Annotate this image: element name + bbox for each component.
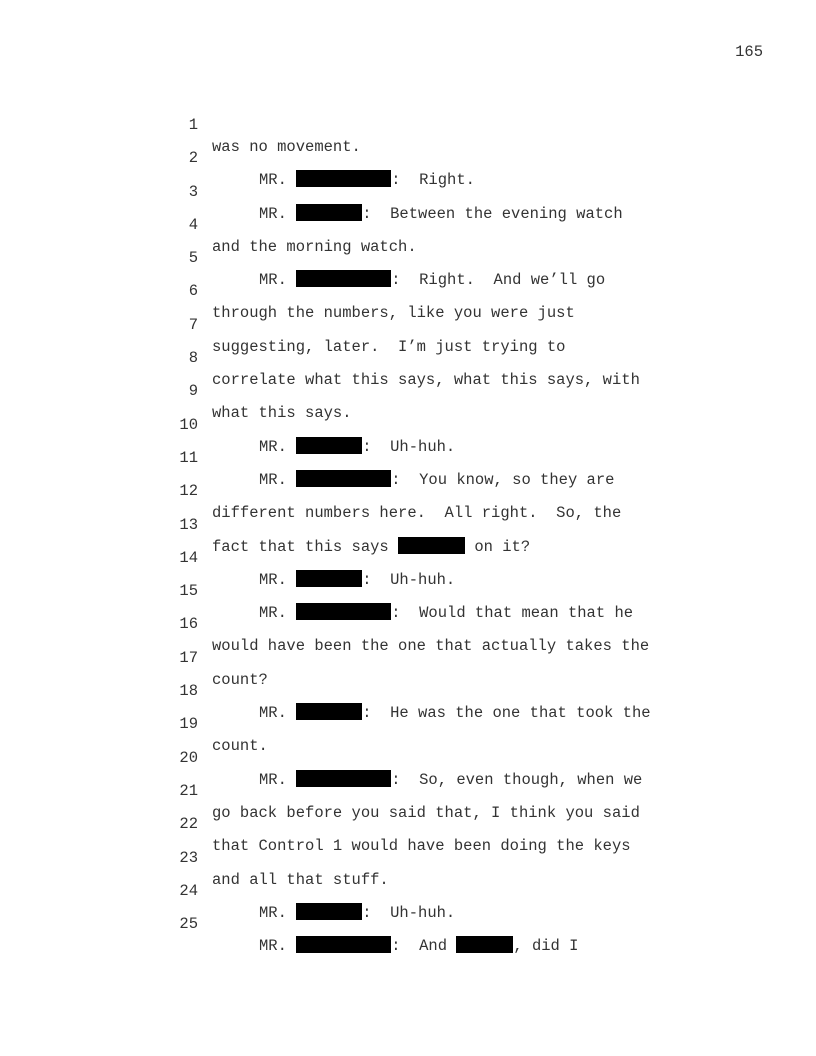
speaker-prefix: MR. (259, 570, 287, 589)
line-text-content: was no movement. (212, 138, 361, 156)
transcript-line (0, 658, 816, 723)
speaker-prefix: MR. (259, 171, 287, 190)
line-text-content: : So, even though, when we (391, 770, 643, 789)
line-number: 2 (188, 149, 198, 168)
transcript-line (0, 192, 816, 256)
transcript-line (0, 358, 816, 423)
speaker-prefix: MR. (259, 903, 287, 922)
speaker-prefix: MR. (259, 770, 287, 789)
line-number: 24 (179, 881, 198, 900)
line-text-content: : Between the evening watch (362, 204, 623, 223)
redaction-box (296, 936, 391, 953)
page-number: 165 (735, 43, 763, 61)
transcript-line (0, 891, 816, 956)
line-number: 1 (188, 116, 198, 134)
transcript-line (0, 159, 816, 223)
line-number: 23 (179, 848, 198, 867)
line-number: 9 (188, 382, 198, 401)
transcript-line (0, 292, 816, 356)
speaker-prefix: MR. (259, 204, 287, 223)
line-text-after: , did I (513, 937, 579, 956)
line-number: 13 (179, 515, 198, 534)
line-text-content: go back before you said that, I think you said (212, 803, 640, 822)
line-text-content: count. (212, 737, 268, 756)
speaker-prefix: MR. (259, 704, 287, 723)
line-number: 6 (188, 282, 198, 301)
line-number: 17 (179, 648, 198, 667)
transcript-line (0, 392, 816, 456)
line-text-content: what this says. (212, 404, 352, 423)
line-text-content: : Uh-huh. (362, 903, 456, 922)
speaker-prefix: MR. (259, 470, 287, 489)
transcript-line (0, 125, 816, 190)
line-text-content: and all that stuff. (212, 870, 389, 889)
transcript-line (0, 858, 816, 922)
transcript-line (0, 558, 816, 623)
line-text-content: : Uh-huh. (362, 437, 456, 456)
line-text-before: : And (391, 937, 457, 956)
line-text-content: count? (212, 670, 268, 689)
line-number: 11 (179, 448, 198, 467)
line-text-content: : Right. (391, 171, 475, 190)
line-text-content: different numbers here. All right. So, the (212, 504, 622, 523)
line-text-content: correlate what this says, what this says, with (212, 371, 640, 390)
line-text-content: would have been the one that actually takes the (212, 637, 650, 656)
transcript-line (0, 825, 816, 889)
line-text-content: : Right. And we’ll go (391, 271, 606, 290)
speaker-prefix: MR. (259, 437, 287, 456)
transcript-line (0, 258, 816, 323)
transcript-line (0, 625, 816, 689)
transcript-line (0, 591, 816, 656)
line-text-content: that Control 1 would have been doing the keys (212, 837, 631, 856)
transcript-line (0, 492, 816, 556)
line-number: 10 (179, 415, 198, 434)
line-text-content: and the morning watch. (212, 237, 417, 256)
transcript-line (0, 225, 816, 290)
transcript-line (0, 92, 816, 156)
line-text-after: on it? (465, 537, 531, 556)
transcript-body (0, 92, 816, 956)
line-number: 7 (188, 315, 198, 334)
transcript-line (0, 791, 816, 856)
line-text-content: through the numbers, like you were just (212, 304, 575, 323)
line-number: 18 (179, 682, 198, 701)
transcript-line (0, 525, 816, 589)
line-text-content: : Uh-huh. (362, 570, 456, 589)
line-number: 25 (179, 915, 198, 934)
line-text-content: : He was the one that took the (362, 704, 651, 723)
transcript-line (0, 725, 816, 789)
transcript-line (0, 425, 816, 489)
transcript-line (0, 325, 816, 390)
redaction-box (456, 936, 513, 953)
speaker-prefix: MR. (259, 271, 287, 290)
line-number: 12 (179, 482, 198, 501)
transcript-line (0, 458, 816, 523)
transcript-line (0, 758, 816, 822)
line-text-before: fact that this says (212, 537, 399, 556)
line-number: 19 (179, 715, 198, 734)
speaker-prefix: MR. (259, 937, 287, 956)
line-number: 15 (179, 582, 198, 601)
line-text (212, 935, 578, 957)
line-number: 3 (188, 182, 198, 201)
line-number: 21 (179, 781, 198, 800)
line-text-content: : You know, so they are (391, 470, 615, 489)
line-number: 16 (179, 615, 198, 634)
line-number: 20 (179, 748, 198, 767)
line-text-content: : Would that mean that he (391, 604, 634, 623)
transcript-line (0, 691, 816, 756)
line-number: 4 (188, 215, 198, 234)
line-number: 22 (179, 815, 198, 834)
line-number: 5 (188, 249, 198, 268)
speaker-prefix: MR. (259, 604, 287, 623)
line-text-content: suggesting, later. I’m just trying to (212, 337, 566, 356)
line-number: 14 (179, 548, 198, 567)
line-number: 8 (188, 349, 198, 368)
